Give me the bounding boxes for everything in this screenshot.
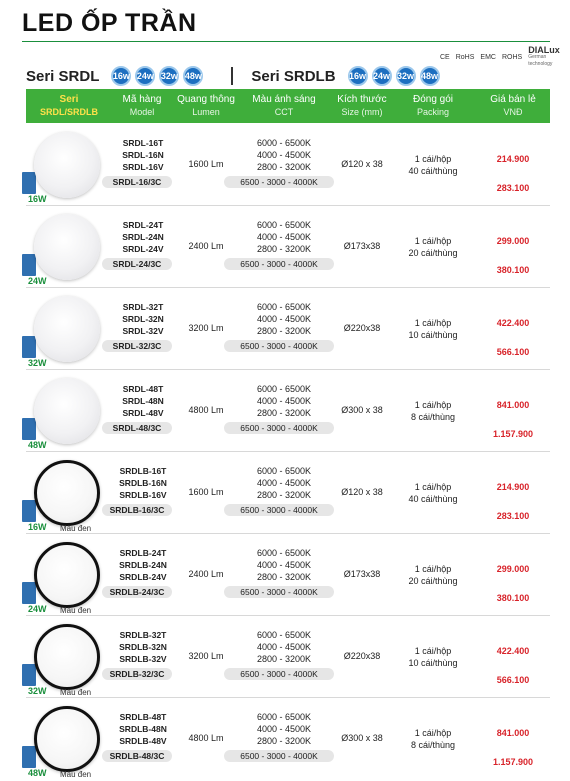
wattage-label: 24W [28, 276, 47, 286]
header-price-en: VNĐ [503, 107, 523, 117]
model-code: SRDL-16V [122, 162, 164, 172]
packing-info [398, 563, 468, 587]
header-seri-vn: Seri [59, 94, 79, 105]
packing-carton: 10 cái/thùng [408, 658, 458, 668]
header-model-vn: Mã hàng [122, 94, 162, 105]
rohs2-mark: ROHS [501, 54, 523, 61]
model-code: SRDL-48N [122, 396, 164, 406]
cct-value: 6000 - 6500K [256, 466, 312, 476]
title-divider [22, 41, 550, 42]
packing-info [398, 317, 468, 341]
header-seri-en: SRDL/SRDLB [40, 107, 98, 117]
header-packing [398, 89, 468, 123]
product-image [26, 124, 112, 206]
packing-info [398, 235, 468, 259]
size-value: Ø173x38 [343, 241, 381, 251]
product-image [26, 698, 112, 780]
color-note: Màu đen [60, 606, 92, 615]
model-list [112, 301, 174, 337]
dialux-name: DIALux [528, 45, 560, 55]
packaging-box-icon [22, 172, 36, 194]
model-code-3c: SRDLB-32/3C [102, 668, 172, 680]
packing-box: 1 cái/hộp [414, 400, 452, 410]
cct-value: 4000 - 4500K [256, 560, 312, 570]
product-image [26, 452, 112, 534]
size-value: Ø120 x 38 [341, 159, 383, 169]
model-code: SRDLB-16T [119, 466, 167, 476]
model-code: SRDL-48T [122, 384, 164, 394]
header-price [478, 89, 548, 123]
wattage-label: 16W [28, 522, 47, 532]
size-value: Ø300 x 38 [341, 405, 383, 415]
model-code: SRDL-32N [122, 314, 164, 324]
series-srdlb-watt-32: 32w [396, 66, 416, 86]
product-row [26, 206, 550, 288]
product-image [26, 534, 112, 616]
page-title: LED ỐP TRẦN [22, 9, 197, 37]
packing-info [398, 399, 468, 423]
price-value: 214.900 [496, 482, 530, 492]
packaging-box-icon [22, 254, 36, 276]
cct-value: 2800 - 3200K [256, 572, 312, 582]
product-row [26, 534, 550, 616]
product-row [26, 698, 550, 780]
model-code: SRDLB-48N [119, 724, 167, 734]
model-code: SRDLB-16N [119, 478, 167, 488]
model-code-3c: SRDL-32/3C [102, 340, 172, 352]
cct-value: 4000 - 4500K [256, 314, 312, 324]
dialux-logo [528, 47, 570, 68]
cct-value: 4000 - 4500K [256, 232, 312, 242]
cct-value: 4000 - 4500K [256, 642, 312, 652]
series-srdlb-name: Seri SRDLB [251, 67, 336, 85]
model-list [112, 137, 174, 173]
packing-box: 1 cái/hộp [414, 728, 452, 738]
cct-value: 2800 - 3200K [256, 326, 312, 336]
lumen-value: 1600 Lm [188, 487, 224, 497]
product-row [26, 288, 550, 370]
lumen-value: 4800 Lm [188, 733, 224, 743]
packing-carton: 20 cái/thùng [408, 576, 458, 586]
price-value: 299.000 [496, 564, 530, 574]
wattage-label: 48W [28, 440, 47, 450]
ceiling-light-icon [34, 378, 100, 444]
series-srdl-watt-32: 32w [159, 66, 179, 86]
price-value: 422.400 [496, 318, 530, 328]
rohs-mark: RoHS [455, 54, 475, 61]
header-model [106, 89, 178, 123]
product-row [26, 452, 550, 534]
header-packing-vn: Đóng gói [412, 94, 454, 105]
lumen-value: 3200 Lm [188, 323, 224, 333]
model-code: SRDL-48V [122, 408, 164, 418]
packing-info [398, 727, 468, 751]
color-note: Màu đen [60, 770, 92, 779]
price-value: 422.400 [496, 646, 530, 656]
cct-value: 6000 - 6500K [256, 138, 312, 148]
cct-value-3c: 6500 - 3000 - 4000K [224, 176, 334, 188]
model-list [112, 711, 174, 747]
cct-value: 2800 - 3200K [256, 244, 312, 254]
packing-carton: 40 cái/thùng [408, 494, 458, 504]
header-cct-vn: Màu ánh sáng [252, 94, 316, 105]
model-list [112, 465, 174, 501]
series-separator [231, 67, 233, 85]
packaging-box-icon [22, 500, 36, 522]
size-value: Ø220x38 [343, 651, 381, 661]
ceiling-light-black-icon [34, 706, 100, 772]
cct-value: 2800 - 3200K [256, 736, 312, 746]
product-image [26, 616, 112, 698]
packaging-box-icon [22, 336, 36, 358]
price-value-3c: 566.100 [496, 347, 530, 357]
table-header [26, 89, 550, 123]
series-srdl-watt-16: 16w [111, 66, 131, 86]
cct-list [236, 547, 332, 583]
header-seri [26, 89, 112, 123]
cct-list [236, 629, 332, 665]
series-srdlb-watt-24: 24w [372, 66, 392, 86]
model-code: SRDL-24V [122, 244, 164, 254]
cct-value: 4000 - 4500K [256, 724, 312, 734]
series-srdl-watt-24: 24w [135, 66, 155, 86]
model-code-3c: SRDLB-48/3C [102, 750, 172, 762]
lumen-value: 3200 Lm [188, 651, 224, 661]
packaging-box-icon [22, 664, 36, 686]
header-lumen-vn: Quang thông [177, 94, 235, 105]
cct-value: 6000 - 6500K [256, 384, 312, 394]
product-row [26, 124, 550, 206]
price-value-3c: 380.100 [496, 265, 530, 275]
model-list [112, 383, 174, 419]
certification-logos [440, 47, 570, 68]
model-code: SRDLB-32T [119, 630, 167, 640]
series-srdlb-watt-48: 48w [420, 66, 440, 86]
model-code: SRDLB-48V [119, 736, 167, 746]
color-note: Màu đen [60, 688, 92, 697]
header-lumen [172, 89, 240, 123]
series-srdl-watt-48: 48w [183, 66, 203, 86]
model-code-3c: SRDL-24/3C [102, 258, 172, 270]
product-image [26, 206, 112, 288]
price-value-3c: 1.157.900 [492, 429, 534, 439]
product-row [26, 370, 550, 452]
packing-box: 1 cái/hộp [414, 154, 452, 164]
cct-value: 2800 - 3200K [256, 490, 312, 500]
model-list [112, 219, 174, 255]
cct-value: 4000 - 4500K [256, 150, 312, 160]
cct-value-3c: 6500 - 3000 - 4000K [224, 340, 334, 352]
header-packing-en: Packing [416, 107, 450, 117]
price-value: 299.000 [496, 236, 530, 246]
model-code: SRDL-32T [122, 302, 164, 312]
packing-carton: 20 cái/thùng [408, 248, 458, 258]
ceiling-light-black-icon [34, 624, 100, 690]
model-code-3c: SRDLB-16/3C [102, 504, 172, 516]
header-lumen-en: Lumen [192, 107, 220, 117]
packaging-box-icon [22, 582, 36, 604]
price-value-3c: 283.100 [496, 511, 530, 521]
header-model-en: Model [129, 107, 155, 117]
header-cct [236, 89, 332, 123]
cct-value: 2800 - 3200K [256, 408, 312, 418]
model-code: SRDLB-32V [119, 654, 167, 664]
model-code-3c: SRDLB-24/3C [102, 586, 172, 598]
packing-box: 1 cái/hộp [414, 646, 452, 656]
model-code: SRDL-16T [122, 138, 164, 148]
wattage-label: 32W [28, 358, 47, 368]
size-value: Ø173x38 [343, 569, 381, 579]
size-value: Ø220x38 [343, 323, 381, 333]
header-price-vn: Giá bán lẻ [490, 94, 536, 105]
wattage-label: 16W [28, 194, 47, 204]
cct-value-3c: 6500 - 3000 - 4000K [224, 668, 334, 680]
model-code: SRDL-16N [122, 150, 164, 160]
dialux-tag: German technology [528, 54, 553, 67]
model-code: SRDLB-48T [119, 712, 167, 722]
model-code: SRDLB-32N [119, 642, 167, 652]
price-value: 841.000 [496, 400, 530, 410]
ceiling-light-icon [34, 214, 100, 280]
color-note: Màu đen [60, 524, 92, 533]
cct-value: 6000 - 6500K [256, 220, 312, 230]
header-cct-en: CCT [274, 107, 294, 117]
model-list [112, 547, 174, 583]
cct-value: 6000 - 6500K [256, 712, 312, 722]
lumen-value: 4800 Lm [188, 405, 224, 415]
cct-list [236, 301, 332, 337]
model-code: SRDLB-24N [119, 560, 167, 570]
lumen-value: 1600 Lm [188, 159, 224, 169]
product-row [26, 616, 550, 698]
packing-carton: 8 cái/thùng [410, 412, 456, 422]
series-row [26, 66, 440, 86]
lumen-value: 2400 Lm [188, 241, 224, 251]
price-value-3c: 283.100 [496, 183, 530, 193]
cct-value: 4000 - 4500K [256, 396, 312, 406]
packing-box: 1 cái/hộp [414, 318, 452, 328]
packing-info [398, 645, 468, 669]
ceiling-light-black-icon [34, 542, 100, 608]
ceiling-light-icon [34, 296, 100, 362]
cct-value: 6000 - 6500K [256, 548, 312, 558]
cct-value-3c: 6500 - 3000 - 4000K [224, 258, 334, 270]
price-value-3c: 380.100 [496, 593, 530, 603]
packing-box: 1 cái/hộp [414, 564, 452, 574]
cct-value-3c: 6500 - 3000 - 4000K [224, 586, 334, 598]
cct-list [236, 219, 332, 255]
packing-carton: 40 cái/thùng [408, 166, 458, 176]
series-srdl-name: Seri SRDL [26, 67, 100, 85]
packing-carton: 10 cái/thùng [408, 330, 458, 340]
product-image [26, 288, 112, 370]
cct-value-3c: 6500 - 3000 - 4000K [224, 422, 334, 434]
price-value: 214.900 [496, 154, 530, 164]
header-size [330, 89, 394, 123]
cct-list [236, 137, 332, 173]
lumen-value: 2400 Lm [188, 569, 224, 579]
cct-list [236, 711, 332, 747]
ce-mark: CE [440, 54, 450, 61]
model-code: SRDLB-24V [119, 572, 167, 582]
cct-value: 6000 - 6500K [256, 630, 312, 640]
price-value-3c: 1.157.900 [492, 757, 534, 767]
model-code: SRDL-24T [122, 220, 164, 230]
cct-list [236, 465, 332, 501]
model-code-3c: SRDL-16/3C [102, 176, 172, 188]
model-list [112, 629, 174, 665]
model-code: SRDLB-24T [119, 548, 167, 558]
model-code: SRDL-32V [122, 326, 164, 336]
cct-value: 4000 - 4500K [256, 478, 312, 488]
price-value: 841.000 [496, 728, 530, 738]
model-code: SRDL-24N [122, 232, 164, 242]
price-value-3c: 566.100 [496, 675, 530, 685]
packaging-box-icon [22, 746, 36, 768]
wattage-label: 24W [28, 604, 47, 614]
cct-value: 6000 - 6500K [256, 302, 312, 312]
header-size-vn: Kích thước [337, 94, 387, 105]
size-value: Ø300 x 38 [341, 733, 383, 743]
cct-value-3c: 6500 - 3000 - 4000K [224, 750, 334, 762]
emc-mark: EMC [480, 54, 496, 61]
wattage-label: 32W [28, 686, 47, 696]
packing-info [398, 481, 468, 505]
product-image [26, 370, 112, 452]
packaging-box-icon [22, 418, 36, 440]
series-srdlb-watt-16: 16w [348, 66, 368, 86]
model-code: SRDLB-16V [119, 490, 167, 500]
packing-info [398, 153, 468, 177]
wattage-label: 48W [28, 768, 47, 778]
cct-value-3c: 6500 - 3000 - 4000K [224, 504, 334, 516]
cct-value: 2800 - 3200K [256, 654, 312, 664]
model-code-3c: SRDL-48/3C [102, 422, 172, 434]
packing-box: 1 cái/hộp [414, 236, 452, 246]
cct-value: 2800 - 3200K [256, 162, 312, 172]
packing-carton: 8 cái/thùng [410, 740, 456, 750]
packing-box: 1 cái/hộp [414, 482, 452, 492]
size-value: Ø120 x 38 [341, 487, 383, 497]
ceiling-light-icon [34, 132, 100, 198]
header-size-en: Size (mm) [341, 107, 383, 117]
cct-list [236, 383, 332, 419]
ceiling-light-black-icon [34, 460, 100, 526]
